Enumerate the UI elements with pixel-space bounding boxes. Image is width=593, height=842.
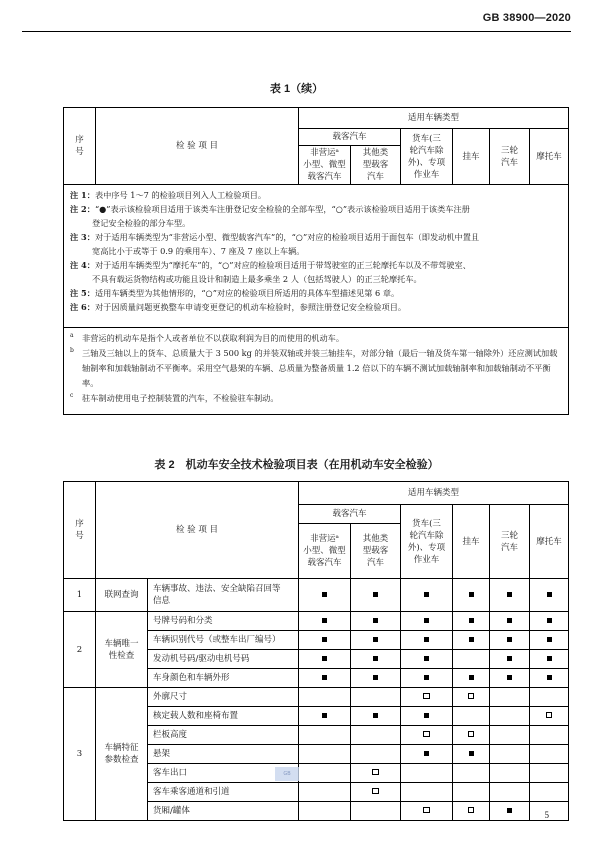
- empty-square-icon: [468, 693, 475, 700]
- filled-square-icon: [507, 808, 512, 813]
- note-label: 注 4：: [70, 260, 95, 270]
- table2: [63, 481, 569, 821]
- mark-cell: [453, 783, 490, 802]
- filled-square-icon: [322, 592, 327, 597]
- row-item: [148, 579, 299, 612]
- footnote-text: 非营运的机动车是指个人或者单位不以获取利润为目的而使用的机动车。: [82, 333, 345, 343]
- mark-cell: [453, 612, 490, 631]
- mark-cell: [530, 579, 569, 612]
- item-text: 悬架: [153, 749, 171, 759]
- row-item: [148, 745, 299, 764]
- mark-cell: [453, 802, 490, 821]
- item-text: 发动机号码/驱动电机号码: [153, 654, 250, 664]
- header-motorcycle: 摩托车: [530, 505, 569, 579]
- header-truck: 货车(三 轮汽车除 外)、专项 作业车: [401, 129, 453, 185]
- filled-square-icon: [469, 592, 474, 597]
- filled-square-icon: [373, 675, 378, 680]
- mark-cell: [299, 783, 351, 802]
- mark-cell: [299, 612, 351, 631]
- row-seq: 1: [64, 579, 96, 612]
- note-text: 宽高比小于或等于 0.9 的乘用车）、7 座及 7 座以上车辆。: [92, 246, 305, 256]
- mark-cell: [453, 631, 490, 650]
- filled-square-icon: [507, 675, 512, 680]
- mark-cell: [530, 802, 569, 821]
- mark-cell: [351, 579, 401, 612]
- mark-cell: [453, 579, 490, 612]
- footnote-mark: a: [70, 332, 74, 339]
- mark-cell: [530, 707, 569, 726]
- mark-cell: [401, 650, 453, 669]
- mark-cell: [351, 669, 401, 688]
- note-label: 注 5：: [70, 288, 95, 298]
- empty-square-icon: [423, 731, 430, 738]
- table-note: [70, 258, 562, 286]
- mark-cell: [490, 650, 530, 669]
- mark-cell: [453, 764, 490, 783]
- mark-cell: [490, 707, 530, 726]
- mark-cell: [490, 783, 530, 802]
- mark-cell: [530, 650, 569, 669]
- note-text: 对于适用车辆类型为“非营运小型、微型载客汽车”的，“○”对应的检验项目适用于面包车（即发动机中置且: [94, 232, 480, 242]
- filled-square-icon: [424, 637, 429, 642]
- header-other-passenger: 其他类 型载客 汽车: [351, 524, 401, 579]
- header-rule: [22, 31, 571, 32]
- filled-square-icon: [322, 618, 327, 623]
- filled-square-icon: [373, 618, 378, 623]
- note-label: 注 3：: [70, 232, 95, 242]
- standard-code: GB 38900—2020: [482, 12, 571, 24]
- header-tricycle: 三轮 汽车: [490, 129, 530, 185]
- mark-cell: [453, 726, 490, 745]
- row-item: [148, 631, 299, 650]
- note-text: 表中序号 1～7 的检验项目列入人工检验项目。: [94, 190, 267, 200]
- filled-square-icon: [373, 592, 378, 597]
- mark-cell: [453, 688, 490, 707]
- mark-cell: [490, 669, 530, 688]
- mark-cell: [490, 631, 530, 650]
- footnote: [70, 391, 562, 406]
- empty-square-icon: [372, 769, 379, 776]
- note-text: 不具有载运货物结构或功能且设计和制造上最多乘坐 2 人（包括驾驶人）的正三轮摩托车。: [92, 274, 422, 284]
- filled-square-icon: [322, 656, 327, 661]
- table1: [63, 107, 569, 415]
- row-item: [148, 650, 299, 669]
- item-text: 车辆事故、违法、安全缺陷召回等 信息: [153, 584, 281, 606]
- mark-cell: [490, 745, 530, 764]
- table1-notes: [64, 185, 569, 328]
- mark-cell: [453, 669, 490, 688]
- empty-square-icon: [546, 712, 553, 719]
- footnote-mark: b: [70, 347, 74, 354]
- header-applicable: 适用车辆类型: [299, 108, 569, 129]
- mark-cell: [530, 688, 569, 707]
- filled-square-icon: [507, 637, 512, 642]
- note-label: 注 2：: [70, 204, 95, 214]
- mark-cell: [401, 669, 453, 688]
- row-category: [96, 612, 148, 688]
- mark-cell: [351, 726, 401, 745]
- mark-cell: [490, 726, 530, 745]
- header-tricycle: 三轮 汽车: [490, 505, 530, 579]
- item-text: 车辆识别代号（或整车出厂编号）: [153, 635, 281, 645]
- filled-square-icon: [507, 656, 512, 661]
- note-label: 注 6：: [70, 302, 95, 312]
- filled-square-icon: [424, 618, 429, 623]
- mark-cell: [299, 650, 351, 669]
- row-category: [96, 688, 148, 821]
- mark-cell: [530, 726, 569, 745]
- watermark-stamp: GB: [275, 767, 299, 781]
- filled-square-icon: [469, 637, 474, 642]
- filled-square-icon: [469, 618, 474, 623]
- mark-cell: [401, 726, 453, 745]
- header-seq: 序 号: [64, 108, 96, 185]
- item-text: 外廓尺寸: [153, 692, 188, 702]
- mark-cell: [351, 764, 401, 783]
- filled-square-icon: [424, 675, 429, 680]
- filled-square-icon: [547, 618, 552, 623]
- footnote: [70, 331, 562, 346]
- table-note: [70, 202, 562, 230]
- empty-square-icon: [372, 788, 379, 795]
- mark-cell: [490, 688, 530, 707]
- mark-cell: [490, 764, 530, 783]
- filled-square-icon: [373, 656, 378, 661]
- mark-cell: [401, 579, 453, 612]
- header-item: 检 验 项 目: [96, 108, 299, 185]
- item-text: 核定载人数和座椅布置: [153, 711, 239, 721]
- item-text: 车身颜色和车辆外形: [153, 673, 230, 683]
- table1-footnotes: [64, 328, 569, 415]
- mark-cell: [401, 745, 453, 764]
- mark-cell: [299, 669, 351, 688]
- footnote-text: 三轴及三轴以上的货车、总质量大于 3 500 kg 的并装双轴或并装三轴挂车，对部分轴（最后一轴及货车第一轴除外）还应测试加载轴制率和加载轴制动不平衡率。采用空气悬架的车辆、总质量为整备质量 1.2 倍以下的车辆不测试加载轴制率和加载轴制动不平衡率。: [82, 348, 558, 388]
- table-note: [70, 188, 562, 202]
- mark-cell: [453, 650, 490, 669]
- category-text: 联网查询: [104, 590, 139, 600]
- filled-square-icon: [547, 675, 552, 680]
- filled-square-icon: [424, 751, 429, 756]
- filled-square-icon: [424, 713, 429, 718]
- row-category: [96, 579, 148, 612]
- row-item: [148, 802, 299, 821]
- filled-square-icon: [547, 592, 552, 597]
- mark-cell: [401, 612, 453, 631]
- row-item: [148, 612, 299, 631]
- mark-cell: [351, 650, 401, 669]
- item-text: 栏板高度: [153, 730, 188, 740]
- empty-square-icon: [468, 731, 475, 738]
- mark-cell: [351, 631, 401, 650]
- note-label: 注 1：: [70, 190, 95, 200]
- filled-square-icon: [507, 618, 512, 623]
- mark-cell: [530, 669, 569, 688]
- row-seq: 3: [64, 688, 96, 821]
- mark-cell: [490, 802, 530, 821]
- empty-square-icon: [423, 807, 430, 814]
- filled-square-icon: [469, 675, 474, 680]
- row-item: [148, 726, 299, 745]
- header-seq: 序 号: [64, 482, 96, 579]
- mark-cell: [299, 726, 351, 745]
- header-other-passenger: 其他类 型载客 汽车: [351, 146, 401, 185]
- note-text: 对于适用车辆类型为“摩托车”的，“○”对应的检验项目适用于带驾驶室的正三轮摩托车以及不带驾驶室、: [94, 260, 471, 270]
- header-trailer: 挂车: [453, 129, 490, 185]
- page-number: 5: [544, 810, 549, 820]
- footnote-mark: c: [70, 392, 74, 399]
- mark-cell: [299, 802, 351, 821]
- note-text: 适用车辆类型为其他情形的，“○”对应的检验项目所适用的具体车型描述见第 6 章。: [94, 288, 400, 298]
- mark-cell: [530, 764, 569, 783]
- filled-square-icon: [547, 656, 552, 661]
- mark-cell: [530, 612, 569, 631]
- mark-cell: [401, 707, 453, 726]
- mark-cell: [351, 688, 401, 707]
- empty-square-icon: [423, 693, 430, 700]
- table1-title: 表 1（续）: [269, 83, 324, 95]
- header-motorcycle: 摩托车: [530, 129, 569, 185]
- table-note: [70, 286, 562, 300]
- mark-cell: [351, 612, 401, 631]
- table-row: [64, 612, 569, 631]
- header-applicable: 适用车辆类型: [299, 482, 569, 505]
- row-item: [148, 688, 299, 707]
- filled-square-icon: [373, 637, 378, 642]
- filled-square-icon: [373, 713, 378, 718]
- table-row: [64, 688, 569, 707]
- table-row: [64, 579, 569, 612]
- header-trailer: 挂车: [453, 505, 490, 579]
- filled-square-icon: [469, 751, 474, 756]
- mark-cell: [299, 707, 351, 726]
- category-text: 车辆特征 参数检查: [104, 743, 139, 765]
- item-text: 客车出口: [153, 768, 188, 778]
- footnote-text: 驻车制动使用电子控制装置的汽车，不检验驻车制动。: [82, 393, 279, 403]
- filled-square-icon: [322, 675, 327, 680]
- item-text: 客车乘客通道和引道: [153, 787, 230, 797]
- table2-title: 表 2 机动车安全技术检验项目表（在用机动车安全检验）: [154, 459, 439, 471]
- mark-cell: [351, 783, 401, 802]
- header-passenger: 载客汽车: [299, 505, 401, 524]
- filled-square-icon: [424, 656, 429, 661]
- mark-cell: [299, 745, 351, 764]
- mark-cell: [530, 783, 569, 802]
- header-passenger: 载客汽车: [299, 129, 401, 146]
- item-text: 号牌号码和分类: [153, 616, 213, 626]
- note-text: 登记安全检验的部分车型。: [92, 218, 191, 228]
- mark-cell: [299, 688, 351, 707]
- mark-cell: [299, 579, 351, 612]
- filled-square-icon: [322, 637, 327, 642]
- item-text: 货厢/罐体: [153, 806, 190, 816]
- mark-cell: [401, 783, 453, 802]
- header-non-operating: 非营运ᵃ 小型、微型 载客汽车: [299, 146, 351, 185]
- mark-cell: [530, 631, 569, 650]
- header-non-operating: 非营运ᵃ 小型、微型 载客汽车: [299, 524, 351, 579]
- empty-square-icon: [468, 807, 475, 814]
- mark-cell: [351, 802, 401, 821]
- mark-cell: [453, 707, 490, 726]
- mark-cell: [401, 631, 453, 650]
- row-seq: 2: [64, 612, 96, 688]
- table-note: [70, 230, 562, 258]
- mark-cell: [351, 707, 401, 726]
- filled-square-icon: [424, 592, 429, 597]
- mark-cell: [299, 764, 351, 783]
- row-item: [148, 707, 299, 726]
- mark-cell: [351, 745, 401, 764]
- mark-cell: [490, 612, 530, 631]
- mark-cell: [401, 764, 453, 783]
- mark-cell: [453, 745, 490, 764]
- mark-cell: [299, 631, 351, 650]
- row-item: [148, 669, 299, 688]
- note-text: 对于因质量问题更换整车申请变更登记的机动车检验时，参照注册登记安全检验项目。: [94, 302, 407, 312]
- mark-cell: [490, 579, 530, 612]
- note-text: “●”表示该检验项目适用于该类车注册登记安全检验的全部车型，“○”表示该检验项目适用于该类车注册: [94, 204, 470, 214]
- footnote: [70, 346, 562, 391]
- header-truck: 货车(三 轮汽车除 外)、专项 作业车: [401, 505, 453, 579]
- filled-square-icon: [507, 592, 512, 597]
- table-note: [70, 300, 562, 314]
- mark-cell: [530, 745, 569, 764]
- filled-square-icon: [322, 713, 327, 718]
- row-item: [148, 783, 299, 802]
- header-item: 检 验 项 目: [96, 482, 299, 579]
- mark-cell: [401, 802, 453, 821]
- category-text: 车辆唯一 性检查: [104, 638, 139, 661]
- mark-cell: [401, 688, 453, 707]
- filled-square-icon: [547, 637, 552, 642]
